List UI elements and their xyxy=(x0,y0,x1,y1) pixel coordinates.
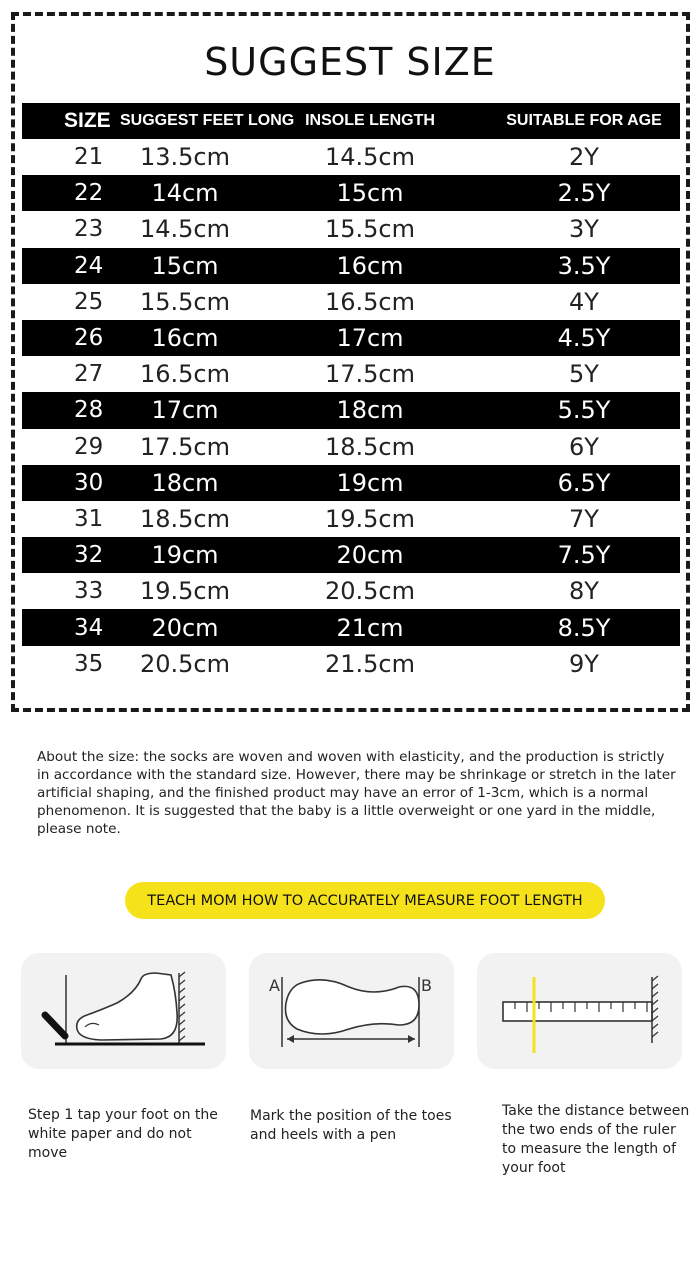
table-row xyxy=(22,429,680,465)
age-cell: 5.5Y xyxy=(557,396,611,425)
table-row xyxy=(22,465,680,501)
feet-length-cell: 19cm xyxy=(151,541,219,570)
feet-length-cell: 16.5cm xyxy=(139,360,230,389)
measure-banner-text: TEACH MOM HOW TO ACCURATELY MEASURE FOOT LENGTH xyxy=(147,892,583,909)
age-cell: 4Y xyxy=(569,287,599,316)
insole-length-cell: 17cm xyxy=(336,324,404,353)
size-cell: 25 xyxy=(74,288,104,315)
ruler-icon xyxy=(477,953,682,1069)
size-note: About the size: the socks are woven and woven with elasticity, and the production is strictly in accordance with the standard size. However, there may be shrinkage or stretch in the later artificial shaping, and the finished product may have an error of 1-3cm, which is a normal phenomenon. It is suggested that the baby is a little overweight or one yard in the middle, please note. xyxy=(37,749,676,837)
age-cell: 3Y xyxy=(569,215,599,244)
size-cell: 31 xyxy=(74,505,104,532)
table-row xyxy=(22,609,680,645)
table-row xyxy=(22,320,680,356)
header-size: SIZE xyxy=(64,109,111,132)
feet-length-cell: 17.5cm xyxy=(139,432,230,461)
step1-caption: Step 1 tap your foot on the white paper and do not move xyxy=(28,1107,218,1161)
insole-length-cell: 17.5cm xyxy=(324,360,415,389)
size-cell: 28 xyxy=(74,397,104,424)
age-cell: 6Y xyxy=(569,432,599,461)
age-cell: 5Y xyxy=(569,360,599,389)
feet-length-cell: 20cm xyxy=(151,613,219,642)
size-cell: 34 xyxy=(74,614,104,641)
size-cell: 35 xyxy=(74,650,104,677)
table-row xyxy=(22,646,680,682)
age-cell: 2Y xyxy=(569,143,599,172)
insole-length-cell: 21cm xyxy=(336,613,404,642)
table-header xyxy=(22,103,680,139)
table-row xyxy=(22,501,680,537)
step3-caption: Take the distance between the two ends of the ruler to measure the length of your foot xyxy=(502,1103,690,1176)
feet-length-cell: 18.5cm xyxy=(139,504,230,533)
feet-length-cell: 19.5cm xyxy=(139,577,230,606)
insole-length-cell: 16cm xyxy=(336,251,404,280)
step2-card xyxy=(249,953,454,1069)
table-row xyxy=(22,211,680,247)
table-row xyxy=(22,284,680,320)
insole-length-cell: 15cm xyxy=(336,179,404,208)
insole-length-cell: 19.5cm xyxy=(324,504,415,533)
step1-card xyxy=(21,953,226,1069)
size-cell: 30 xyxy=(74,469,104,496)
insole-length-cell: 20cm xyxy=(336,541,404,570)
step3-card xyxy=(477,953,682,1069)
table-body xyxy=(22,139,680,682)
insole-length-cell: 19cm xyxy=(336,468,404,497)
table-row xyxy=(22,175,680,211)
size-cell: 27 xyxy=(74,361,104,388)
age-cell: 9Y xyxy=(569,649,599,678)
footprint-outline-icon xyxy=(249,953,454,1069)
size-cell: 22 xyxy=(74,180,104,207)
header-age: SUITABLE FOR AGE xyxy=(506,112,662,129)
size-cell: 29 xyxy=(74,433,104,460)
feet-length-cell: 16cm xyxy=(151,324,219,353)
size-cell: 23 xyxy=(74,216,104,243)
feet-length-cell: 18cm xyxy=(151,468,219,497)
insole-length-cell: 15.5cm xyxy=(324,215,415,244)
header-feet-long: SUGGEST FEET LONG xyxy=(120,112,295,129)
feet-length-cell: 15cm xyxy=(151,251,219,280)
size-cell: 33 xyxy=(74,578,104,605)
age-cell: 2.5Y xyxy=(557,179,611,208)
size-cell: 26 xyxy=(74,325,104,352)
size-table xyxy=(22,103,680,682)
point-a-label: A xyxy=(269,976,280,995)
insole-length-cell: 18.5cm xyxy=(324,432,415,461)
size-cell: 32 xyxy=(74,542,104,569)
age-cell: 3.5Y xyxy=(557,251,611,280)
age-cell: 4.5Y xyxy=(557,324,611,353)
age-cell: 7Y xyxy=(569,504,599,533)
age-cell: 8.5Y xyxy=(557,613,611,642)
table-row xyxy=(22,573,680,609)
insole-length-cell: 16.5cm xyxy=(324,287,415,316)
table-row xyxy=(22,139,680,175)
measure-banner xyxy=(125,882,605,919)
insole-length-cell: 21.5cm xyxy=(324,649,415,678)
table-row xyxy=(22,537,680,573)
size-cell: 21 xyxy=(74,144,104,171)
feet-length-cell: 17cm xyxy=(151,396,219,425)
feet-length-cell: 15.5cm xyxy=(139,287,230,316)
insole-length-cell: 20.5cm xyxy=(324,577,415,606)
page-title: SUGGEST SIZE xyxy=(204,40,496,84)
table-row xyxy=(22,356,680,392)
header-insole-length: INSOLE LENGTH xyxy=(305,112,435,129)
step2-caption: Mark the position of the toes and heels with a pen xyxy=(250,1108,452,1143)
feet-length-cell: 13.5cm xyxy=(139,143,230,172)
age-cell: 8Y xyxy=(569,577,599,606)
table-row xyxy=(22,392,680,428)
age-cell: 7.5Y xyxy=(557,541,611,570)
point-b-label: B xyxy=(421,976,432,995)
feet-length-cell: 14.5cm xyxy=(139,215,230,244)
foot-on-paper-icon xyxy=(21,953,226,1069)
insole-length-cell: 14.5cm xyxy=(324,143,415,172)
size-cell: 24 xyxy=(74,252,104,279)
feet-length-cell: 14cm xyxy=(151,179,219,208)
age-cell: 6.5Y xyxy=(557,468,611,497)
feet-length-cell: 20.5cm xyxy=(139,649,230,678)
insole-length-cell: 18cm xyxy=(336,396,404,425)
table-row xyxy=(22,248,680,284)
